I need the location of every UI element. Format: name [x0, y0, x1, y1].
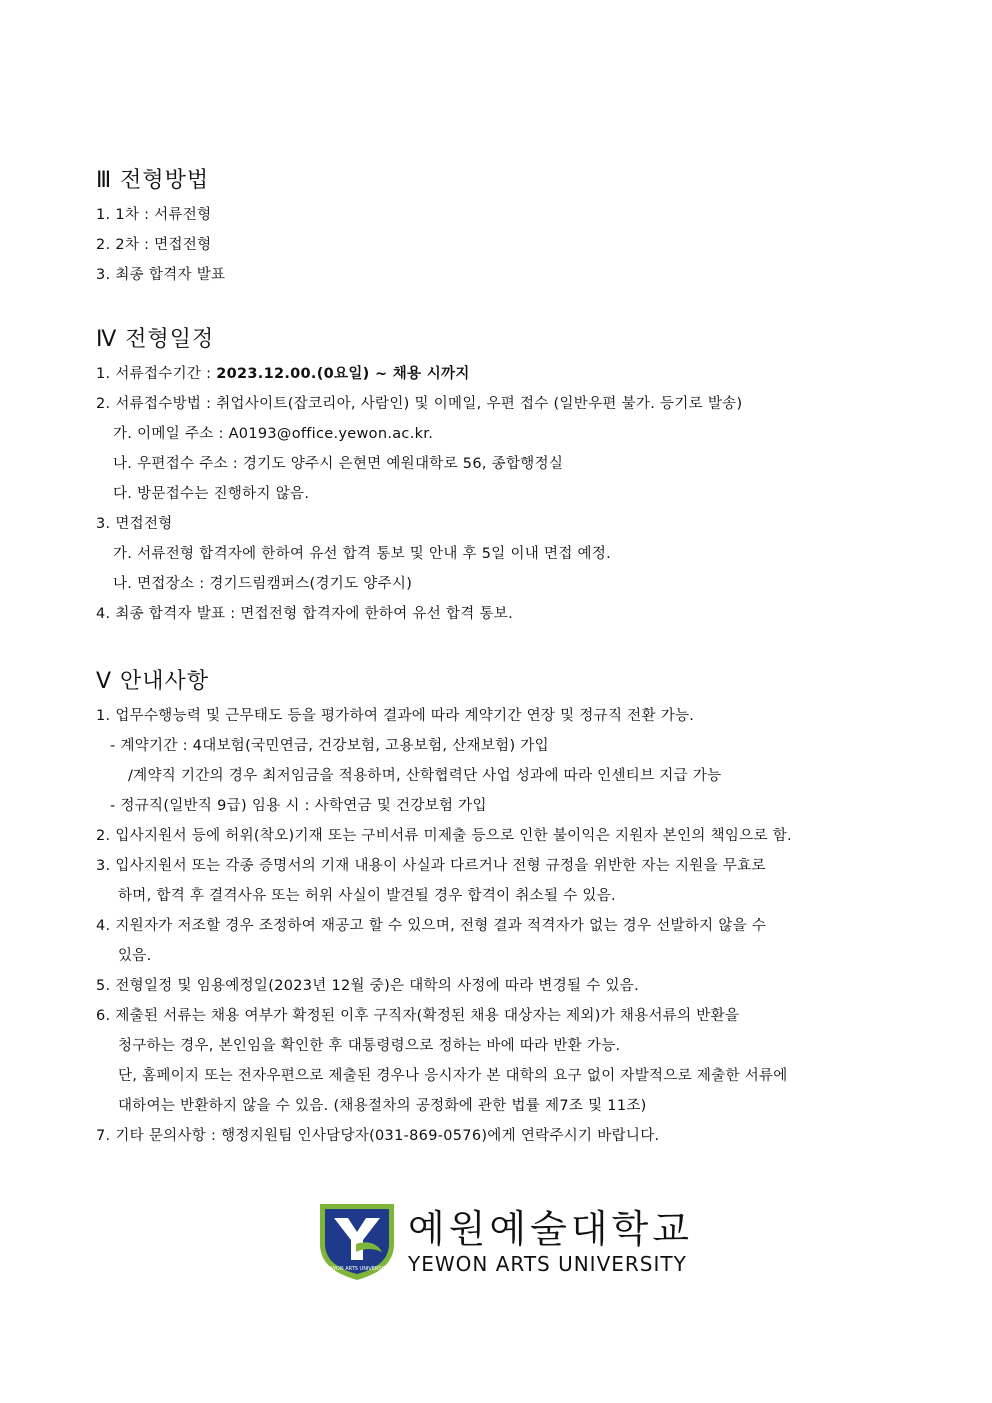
university-name-korean: 예원예술대학교: [408, 1207, 693, 1251]
section-4-item-2-c: 다. 방문접수는 진행하지 않음.: [113, 486, 310, 502]
section-4-item-4: 4. 최종 합격자 발표 : 면접전형 합격자에 한하여 유선 합격 통보.: [96, 606, 513, 622]
section-5-line-4: - 정규직(일반직 9급) 임용 시 : 사학연금 및 건강보험 가입: [110, 798, 487, 814]
university-name-english: YEWON ARTS UNIVERSITY: [408, 1252, 687, 1276]
section-5-line-1: 1. 업무수행능력 및 근무태도 등을 평가하여 결과에 따라 계약기간 연장 및 정규직 전환 가능.: [96, 708, 695, 724]
section-3-title: Ⅲ 전형방법: [96, 168, 210, 193]
section-3-item-2: 2. 2차 : 면접전형: [96, 237, 212, 253]
section-5-line-8: 4. 지원자가 저조할 경우 조정하여 재공고 할 수 있으며, 전형 결과 적격자가 없는 경우 선발하지 않을 수: [96, 918, 767, 934]
emblem-text: YEWON ARTS UNIVERSITY: [324, 1266, 390, 1272]
section-5-line-11: 6. 제출된 서류는 채용 여부가 확정된 이후 구직자(확정된 채용 대상자는 제외)가 채용서류의 반환을: [96, 1008, 740, 1024]
section-5-title: Ⅴ 안내사항: [96, 669, 210, 694]
section-5-line-6: 3. 입사지원서 또는 각종 증명서의 기재 내용이 사실과 다르거나 전형 규정을 위반한 자는 지원을 무효로: [96, 858, 766, 874]
section-4-item-3-b: 나. 면접장소 : 경기드림캠퍼스(경기도 양주시): [113, 576, 413, 592]
section-3-item-1: 1. 1차 : 서류전형: [96, 207, 212, 223]
section-5-line-9: 있음.: [118, 948, 152, 964]
section-4-item-3-a: 가. 서류전형 합격자에 한하여 유선 합격 통보 및 안내 후 5일 이내 면접 예정.: [113, 546, 612, 562]
university-logo: [316, 1200, 706, 1284]
section-5-line-15: 7. 기타 문의사항 : 행정지원팀 인사담당자(031-869-0576)에게 연락주시기 바랍니다.: [96, 1128, 660, 1144]
section-5-line-10: 5. 전형일정 및 임용예정일(2023년 12월 중)은 대학의 사정에 따라 변경될 수 있음.: [96, 978, 640, 994]
section-4-item-2-b: 나. 우편접수 주소 : 경기도 양주시 은현면 예원대학로 56, 종합행정실: [113, 456, 564, 472]
university-emblem-icon: [316, 1200, 398, 1282]
section-4-item-3: 3. 면접전형: [96, 516, 173, 532]
section-3-item-3: 3. 최종 합격자 발표: [96, 267, 226, 283]
section-5-line-13: 단, 홈페이지 또는 전자우편으로 제출된 경우나 응시자가 본 대학의 요구 없이 자발적으로 제출한 서류에: [118, 1068, 788, 1084]
section-4-item-2: 2. 서류접수방법 : 취업사이트(잡코리아, 사람인) 및 이메일, 우편 접수 (일반우편 불가. 등기로 발송): [96, 396, 743, 412]
section-5-line-12: 청구하는 경우, 본인임을 확인한 후 대통령령으로 정하는 바에 따라 반환 가능.: [118, 1038, 621, 1054]
section-5-line-7: 하며, 합격 후 결격사유 또는 허위 사실이 발견될 경우 합격이 취소될 수 있음.: [118, 888, 616, 904]
section-5-line-14: 대하여는 반환하지 않을 수 있음. (채용절차의 공정화에 관한 법률 제7조 및 11조): [118, 1098, 647, 1114]
section-5-line-5: 2. 입사지원서 등에 허위(착오)기재 또는 구비서류 미제출 등으로 인한 불이익은 지원자 본인의 책임으로 함.: [96, 828, 792, 844]
section-5-line-2: - 계약기간 : 4대보험(국민연금, 건강보험, 고용보험, 산재보험) 가입: [110, 738, 549, 754]
section-4-title: Ⅳ 전형일정: [96, 327, 215, 352]
section-5-line-3: /계약직 기간의 경우 최저임금을 적용하며, 산학협력단 사업 성과에 따라 인센티브 지급 가능: [128, 768, 722, 784]
section-4-item-1-label: 1. 서류접수기간 :: [96, 366, 217, 382]
section-4-item-2-a: 가. 이메일 주소 : A0193@office.yewon.ac.kr.: [113, 426, 434, 442]
section-4-item-1-period: 2023.12.00.(0요일) ~ 채용 시까지: [216, 366, 470, 382]
section-4-item-1: [96, 365, 470, 383]
